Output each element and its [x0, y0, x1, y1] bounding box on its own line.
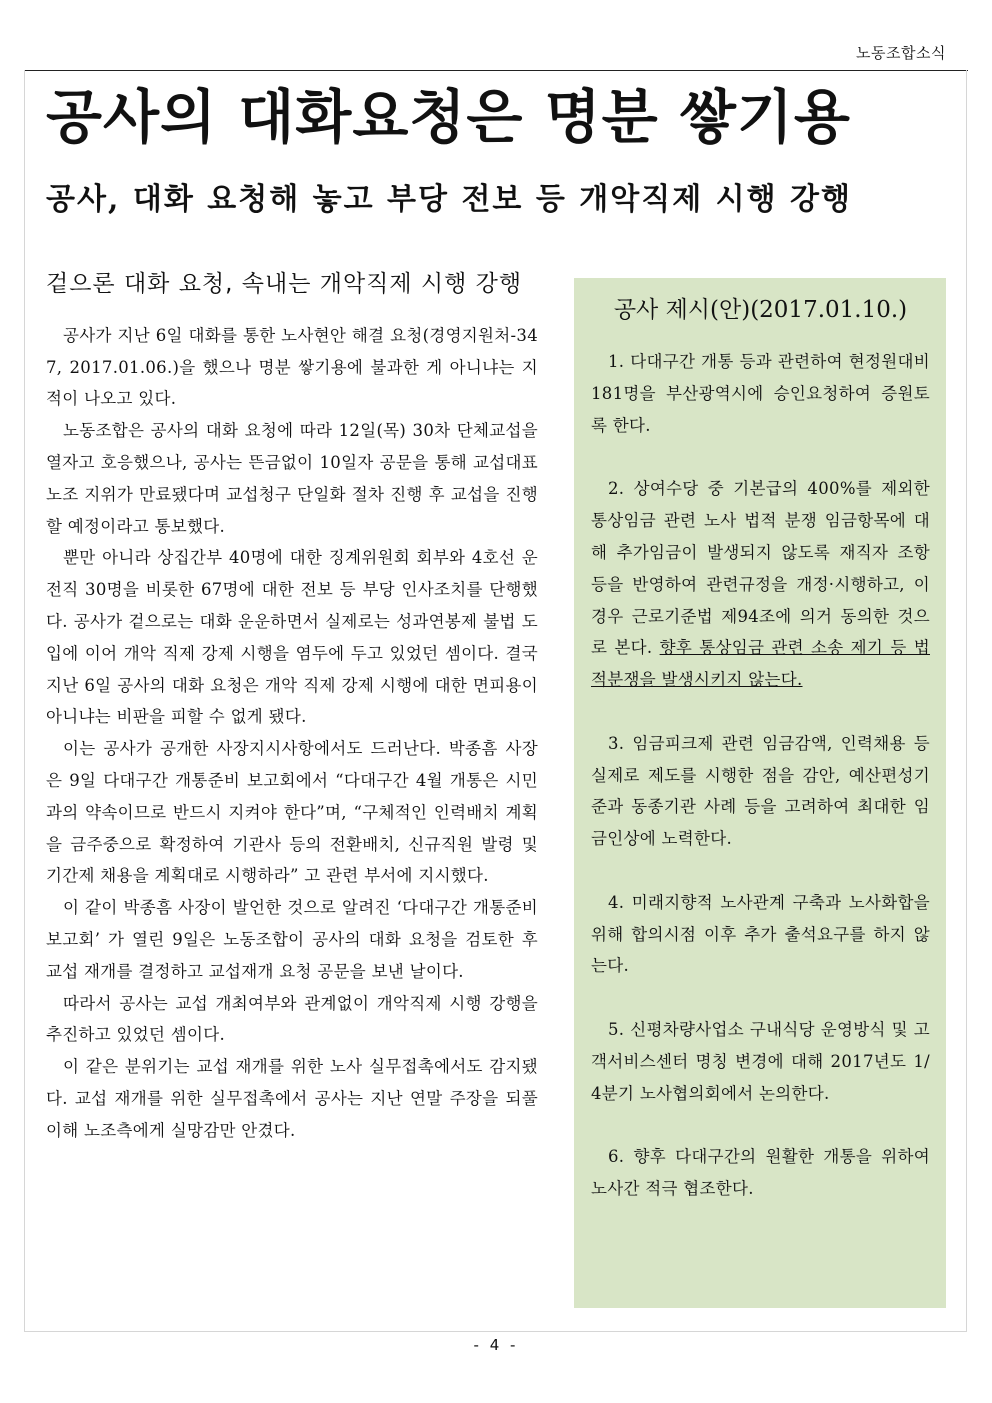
proposal-item-text: 1. 다대구간 개통 등과 관련하여 현정원대비 181명을 부산광역시에 승인요청하여 증원토록 한다.	[591, 352, 930, 435]
proposal-item-text: 2. 상여수당 중 기본급의 400%를 제외한 통상임금 관련 노사 법적 분쟁 임금항목에 대해 추가임금이 발생되지 않도록 재직자 조항 등을 반영하여 관련규정을 개정·시행하고, 이 경우 근로기준법 제94조에 의거 동의한 것으로 본다.	[591, 479, 930, 658]
article-paragraph: 따라서 공사는 교섭 개최여부와 관계없이 개악직제 시행 강행을 추진하고 있었던 셈이다.	[46, 993, 538, 1045]
article-paragraph: 뿐만 아니라 상집간부 40명에 대한 징계위원회 회부와 4호선 운전직 30명을 비롯한 67명에 대한 전보 등 부당 인사조치를 단행했다. 공사가 겉으로는 대화 운운하면서 실제로는 성과연봉제 불법 도입에 이어 개악 직제 강제 시행을 염두에 두고 있었던 셈이다. 결국 지난 6일 공사의 대화 요청은 개악 직제 강제 시행에 대한 면피용이 아니냐는 비판을 피할 수 없게 됐다.	[46, 548, 538, 727]
sidebar-title: 공사 제시(안)(2017.01.10.)	[613, 297, 908, 323]
article-paragraph: 이는 공사가 공개한 사장지시사항에서도 드러난다. 박종흠 사장은 9일 다대구간 개통준비 보고회에서 “다대구간 4월 개통은 시민과의 약속이므로 반드시 지켜야 한다”며, “구체적인 인력배치 계획을 금주중으로 확정하여 기관사 등의 전환배치, 신규직원 발령 및 기간제 채용을 계획대로 시행하라” 고 관련 부서에 지시했다.	[46, 739, 538, 886]
proposal-item-text: 3. 임금피크제 관련 임금감액, 인력채용 등 실제로 제도를 시행한 점을 감안, 예산편성기준과 동종기관 사례 등을 고려하여 최대한 임금인상에 노력한다.	[591, 733, 930, 849]
page-number: - 4 -	[473, 1336, 519, 1354]
proposal-item-text: 4. 미래지향적 노사관계 구축과 노사화합을 위해 합의시점 이후 추가 출석요구를 하지 않는다.	[591, 892, 930, 976]
article-subheadline: 공사, 대화 요청해 놓고 부당 전보 등 개악직제 시행 강행	[46, 182, 853, 217]
proposal-item-4	[591, 887, 930, 982]
proposal-sidebar	[574, 278, 946, 1308]
proposal-item-text: 5. 신평차량사업소 구내식당 운영방식 및 고객서비스센터 명칭 변경에 대해 2017년도 1/4분기 노사협의회에서 논의한다.	[591, 1019, 930, 1103]
proposal-item-1	[591, 346, 930, 441]
article-paragraph: 이 같은 분위기는 교섭 재개를 위한 노사 실무접촉에서도 감지됐다. 교섭 재개를 위한 실무접촉에서 공사는 지난 연말 주장을 되풀이해 노조측에게 실망감만 안겼다.	[46, 1057, 538, 1140]
proposal-item-5	[591, 1014, 930, 1109]
proposal-item-text: 6. 향후 다대구간의 원활한 개통을 위하여 노사간 적극 협조한다.	[591, 1147, 930, 1198]
article-paragraph: 노동조합은 공사의 대화 요청에 따라 12일(목) 30차 단체교섭을 열자고 호응했으나, 공사는 뜬금없이 10일자 공문을 통해 교섭대표노조 지위가 만료됐다며 교섭청구 단일화 절차 진행 후 교섭을 진행할 예정이라고 통보했다.	[46, 421, 538, 536]
proposal-item-2	[591, 473, 930, 696]
proposal-item-3	[591, 728, 930, 855]
article-paragraph: 공사가 지난 6일 대화를 통한 노사현안 해결 요청(경영지원처-347, 2017.01.06.)을 했으나 명분 쌓기용에 불과한 게 아니냐는 지적이 나오고 있다.	[46, 325, 538, 409]
article-headline: 공사의 대화요청은 명분 쌓기용	[46, 83, 851, 151]
proposal-list	[591, 346, 930, 1205]
article-body	[46, 320, 538, 1147]
section-heading: 겉으론 대화 요청, 속내는 개악직제 시행 강행	[46, 271, 523, 297]
article-paragraph: 이 같이 박종흠 사장이 발언한 것으로 알려진 ‘다대구간 개통준비 보고회’ 가 열린 9일은 노동조합이 공사의 대화 요청을 검토한 후 교섭 재개를 결정하고 교섭재개 요청 공문을 보낸 날이다.	[46, 898, 538, 981]
article-body-column	[46, 270, 538, 1147]
proposal-item-underlined-text: 향후 통상임금 관련 소송 제기 등 법적분쟁을 발생시키지 않는다.	[591, 638, 930, 690]
proposal-item-6	[591, 1141, 930, 1205]
newsletter-section-label: 노동조합소식	[856, 44, 946, 62]
